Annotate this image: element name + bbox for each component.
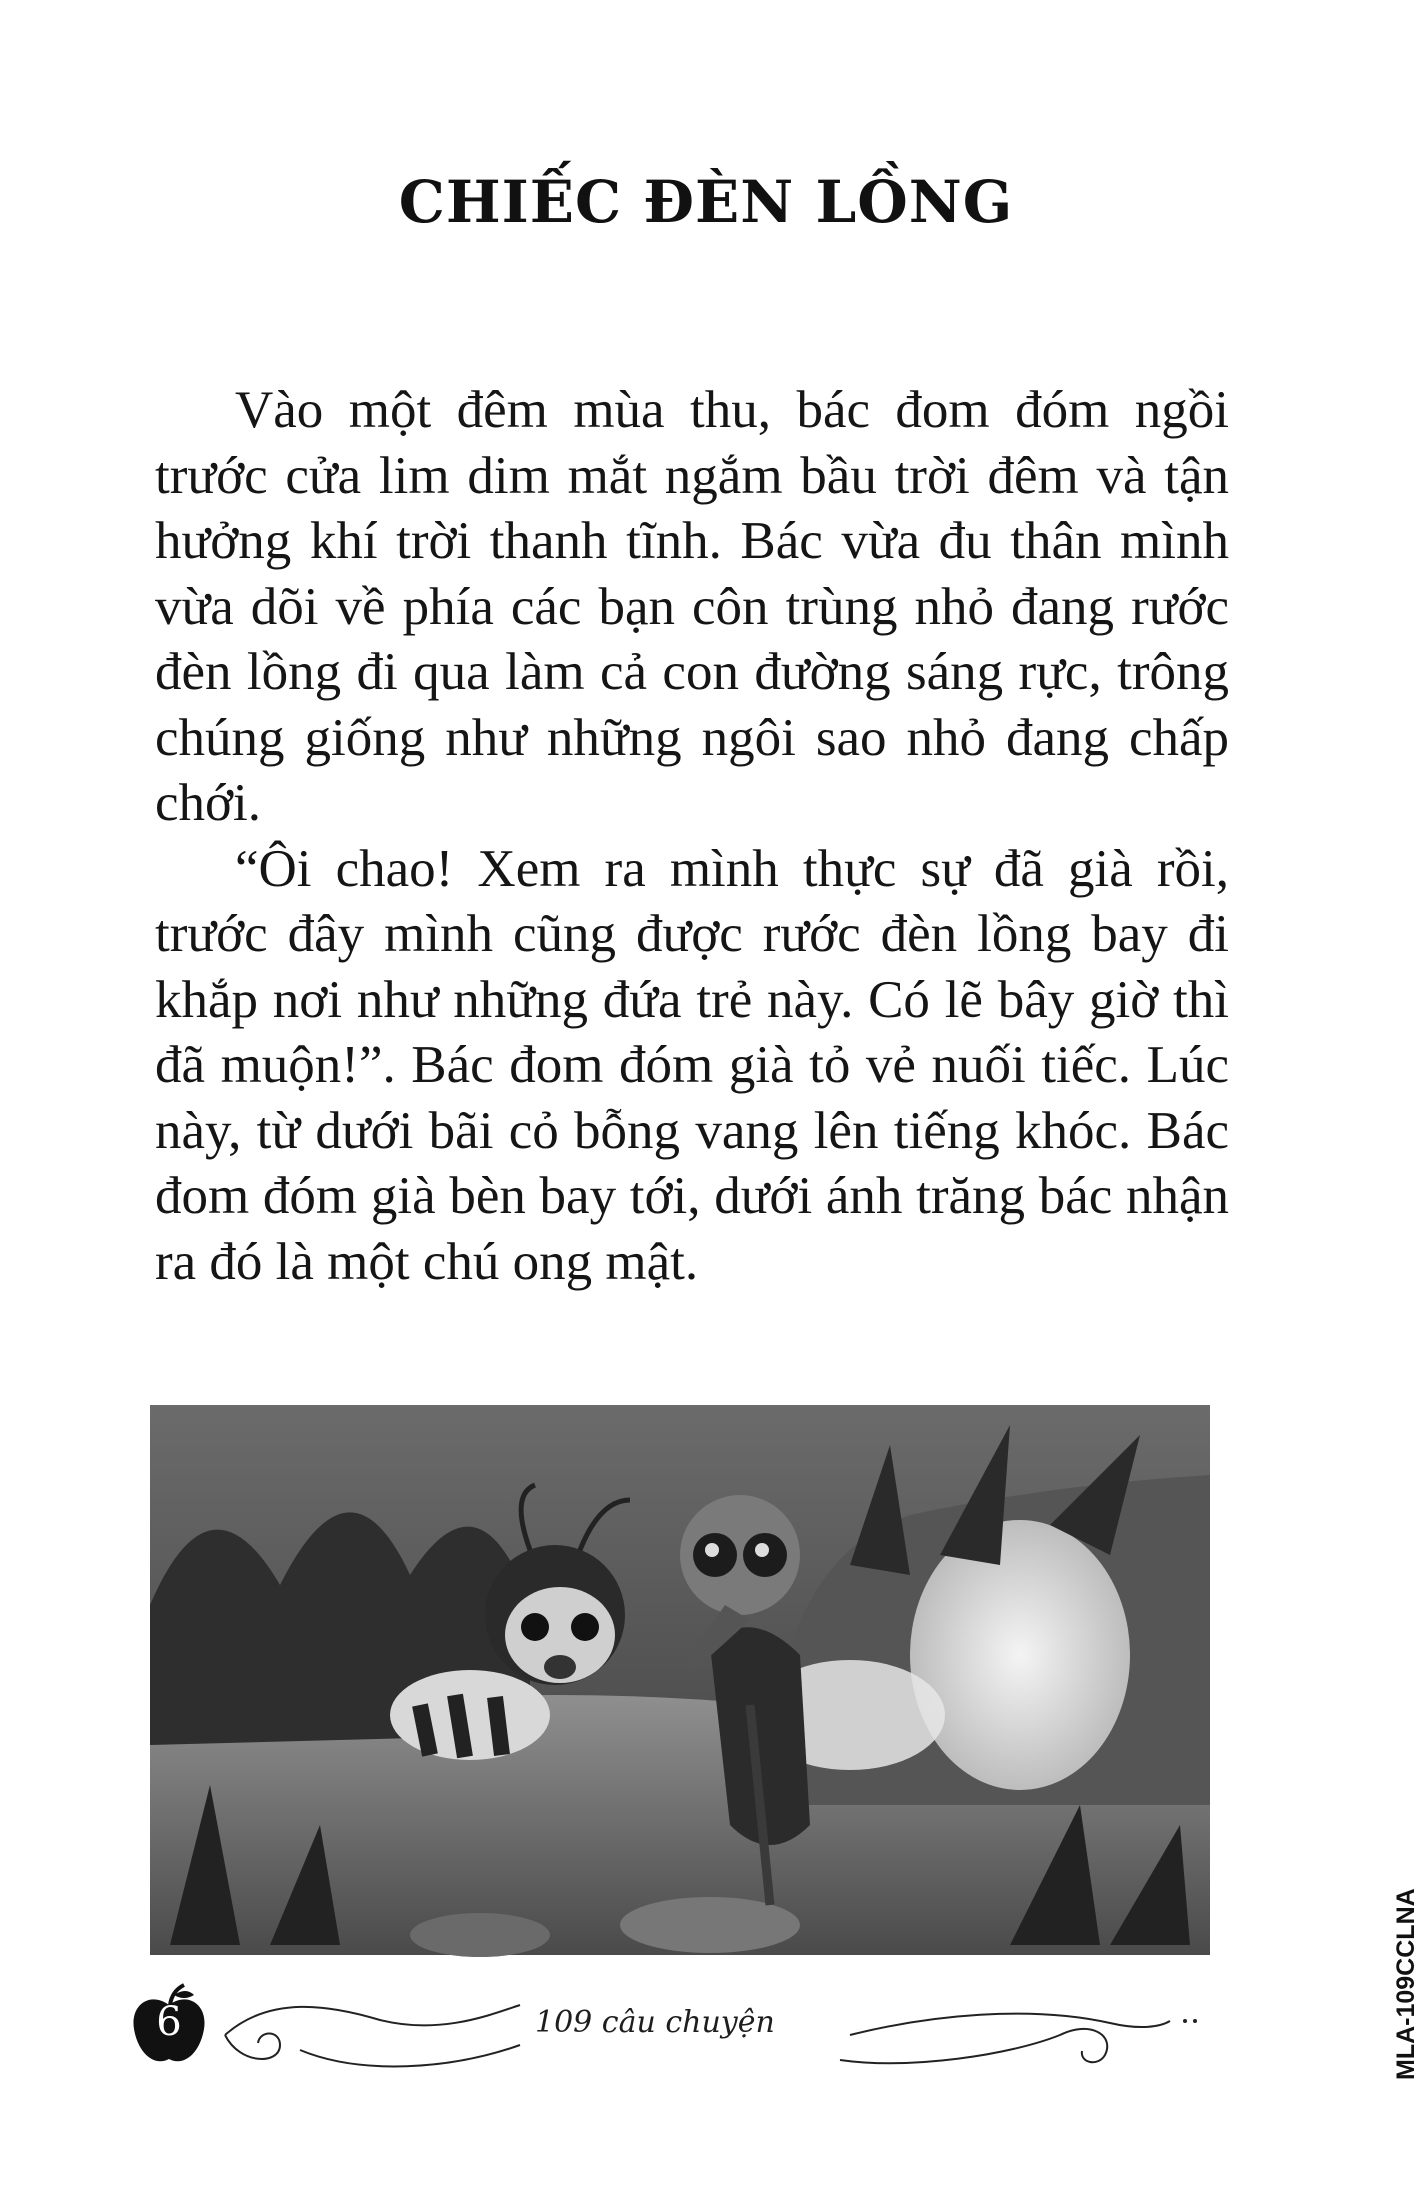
paragraph-2 xyxy=(155,837,1229,1296)
illustration-bee-and-firefly xyxy=(150,1405,1210,1955)
page-footer xyxy=(130,1975,1230,2085)
story-title: CHIẾC ĐÈN LỒNG xyxy=(398,168,1014,236)
page-number: 6 xyxy=(156,1999,182,2045)
paragraph-1: Vào một đêm mùa thu, bác đom đóm ngồi trước cửa lim dim mắt ngắm bầu trời đêm và tận hưởng khí trời thanh tĩnh. Bác vừa đu thân mình vừa dõi về phía các bạn côn trùng nhỏ đang rước đèn lồng đi qua làm cả con đường sáng rực, trông chúng giống như những ngôi sao nhỏ đang chấp chới. xyxy=(155,381,1229,832)
story-body xyxy=(155,378,1229,1295)
catalog-code: MLA-109CCLNA xyxy=(1392,1888,1420,2080)
paragraph-2-text: “Ôi chao! Xem ra mình thực sự đã già rồi, trước đây mình cũng được rước đèn lồng bay đi khắp nơi như những đứa trẻ này. Có lẽ bây giờ thì đã muộn!”. Bác đom đóm già tỏ vẻ nuối tiếc. Lúc này, từ dưới bãi cỏ bỗng vang lên tiếng khóc. Bác đom đóm già bèn bay tới, dưới ánh trăng bác nhận ra đó là một chú ong mật. xyxy=(155,839,1229,1291)
series-title: 109 câu chuyện xyxy=(535,2005,775,2040)
